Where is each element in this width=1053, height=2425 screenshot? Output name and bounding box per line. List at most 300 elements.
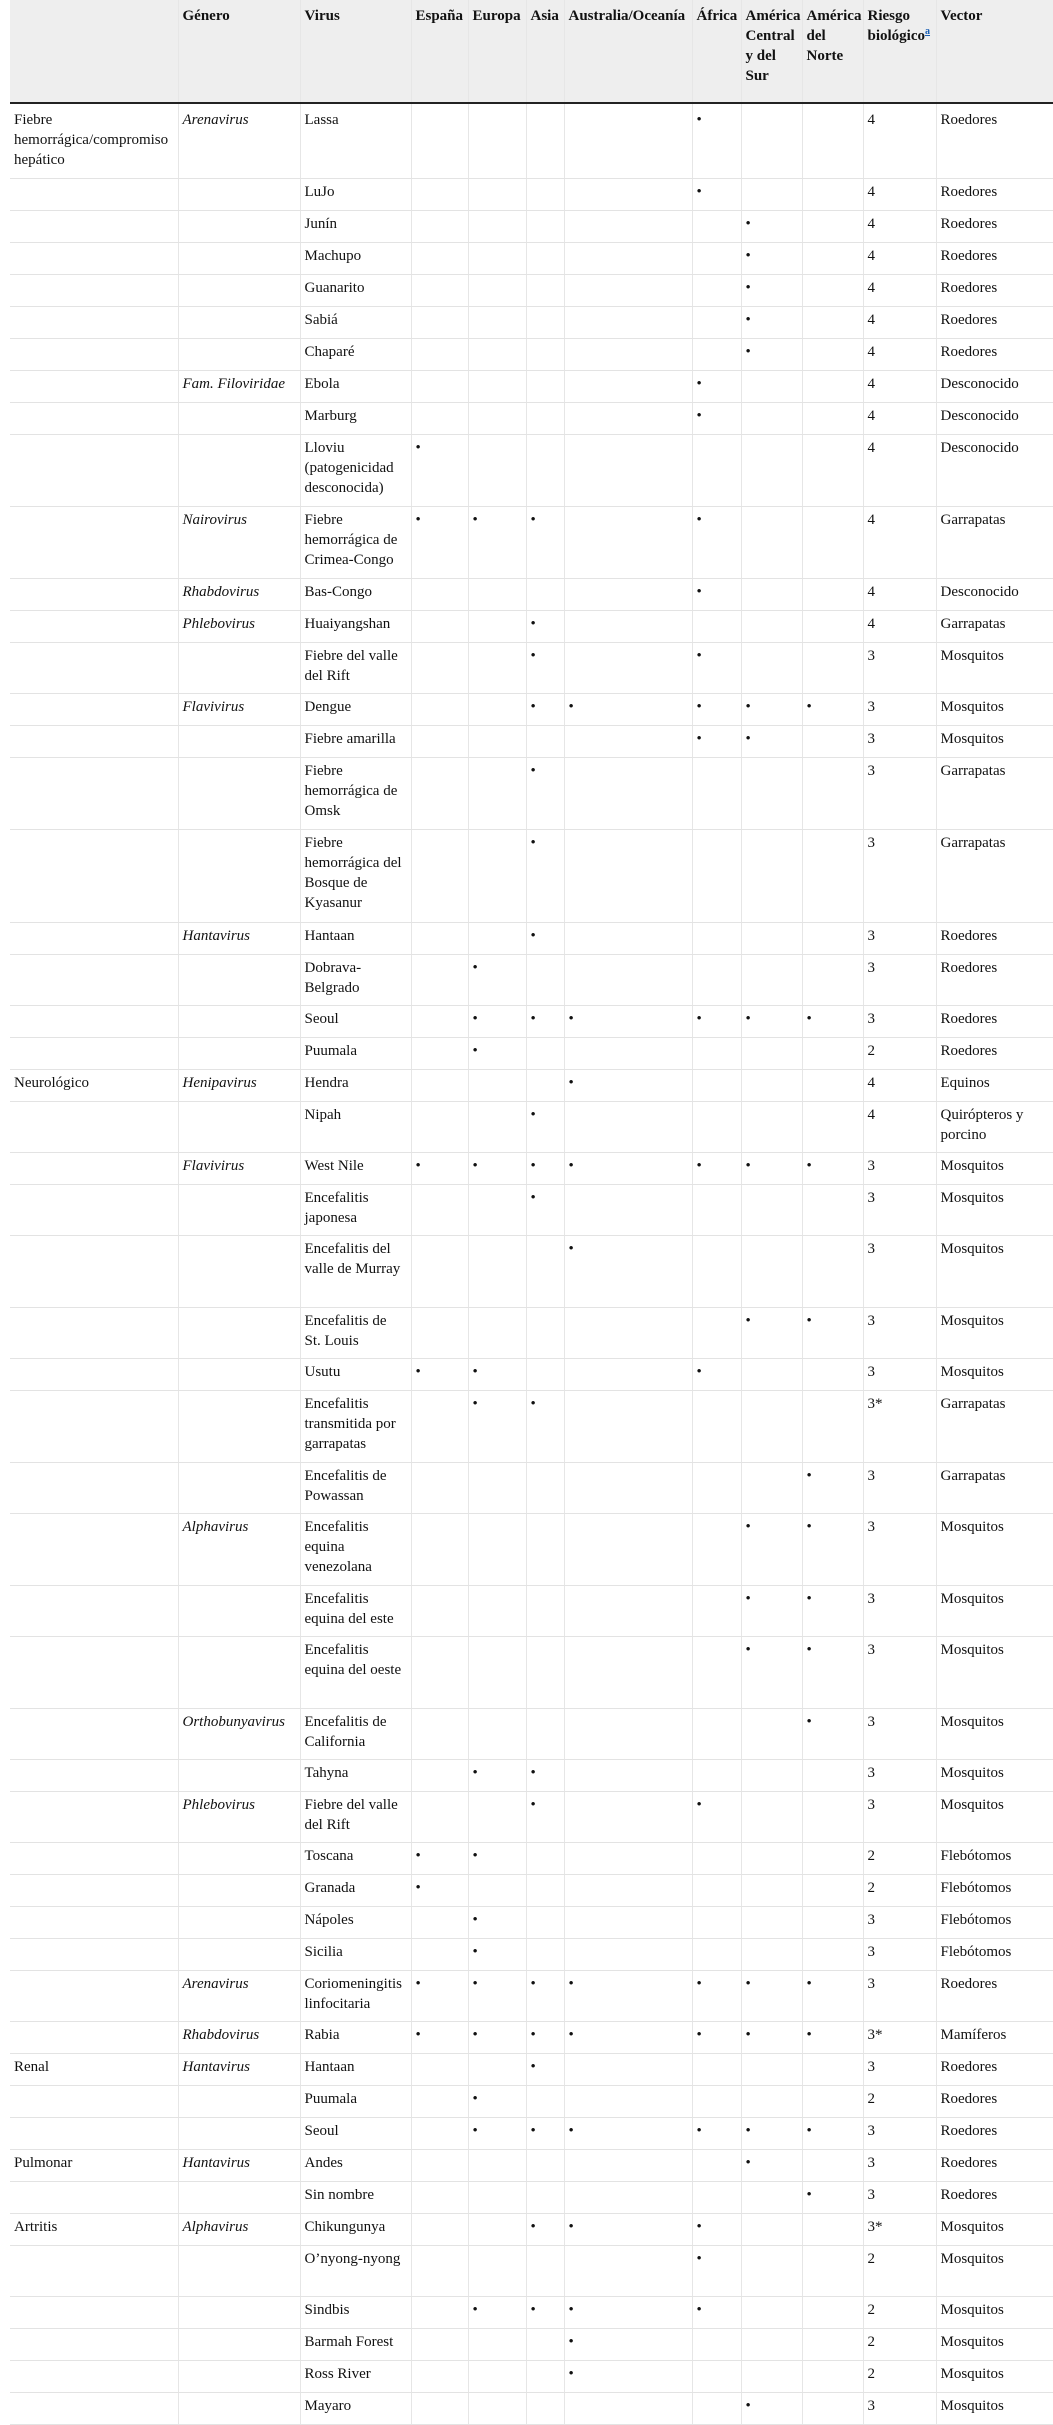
presence-bullet-icon: • xyxy=(806,1313,812,1329)
region-cell xyxy=(411,103,468,179)
region-cell xyxy=(741,1006,802,1038)
region-cell xyxy=(564,1637,692,1709)
presence-bullet-icon: • xyxy=(415,1880,421,1896)
virus-cell: Machupo xyxy=(300,243,411,275)
region-cell xyxy=(468,211,526,243)
riesgo-cell: 4 xyxy=(863,403,936,435)
genus-cell xyxy=(178,2086,300,2118)
region-cell xyxy=(468,758,526,830)
region-cell xyxy=(526,2022,564,2054)
region-cell xyxy=(564,2361,692,2393)
virus-cell: Lassa xyxy=(300,103,411,179)
region-cell xyxy=(802,1971,863,2022)
virus-cell: Encefalitis transmitida por garrapatas xyxy=(300,1391,411,1463)
genus-cell xyxy=(178,403,300,435)
riesgo-cell: 3* xyxy=(863,2214,936,2246)
table-row xyxy=(10,1359,1053,1391)
region-cell xyxy=(526,339,564,371)
region-cell xyxy=(692,275,741,307)
region-cell xyxy=(564,2022,692,2054)
region-cell xyxy=(802,1185,863,1236)
table-row xyxy=(10,2246,1053,2297)
region-cell xyxy=(468,1185,526,1236)
region-cell xyxy=(802,2361,863,2393)
region-cell xyxy=(468,1971,526,2022)
region-cell xyxy=(692,1939,741,1971)
vector-cell: Roedores xyxy=(936,1971,1053,2022)
region-cell xyxy=(741,2086,802,2118)
table-row xyxy=(10,1971,1053,2022)
syndrome-cell: Neurológico xyxy=(10,1070,178,1102)
virus-cell: Nipah xyxy=(300,1102,411,1153)
region-cell xyxy=(692,2361,741,2393)
vector-cell: Roedores xyxy=(936,2086,1053,2118)
vector-cell: Flebótomos xyxy=(936,1843,1053,1875)
virus-cell: Barmah Forest xyxy=(300,2329,411,2361)
virus-cell: Dengue xyxy=(300,694,411,726)
syndrome-cell xyxy=(10,2361,178,2393)
region-cell xyxy=(411,1709,468,1760)
table-row xyxy=(10,2393,1053,2425)
region-cell xyxy=(468,830,526,923)
table-row xyxy=(10,758,1053,830)
region-cell xyxy=(468,307,526,339)
header-riesgo-label: Riesgo biológico xyxy=(867,8,926,44)
region-cell xyxy=(411,643,468,694)
vector-cell: Mosquitos xyxy=(936,1637,1053,1709)
vector-cell: Mosquitos xyxy=(936,726,1053,758)
region-cell xyxy=(741,371,802,403)
presence-bullet-icon: • xyxy=(745,1519,751,1535)
virus-cell: Toscana xyxy=(300,1843,411,1875)
region-cell xyxy=(526,179,564,211)
region-cell xyxy=(564,435,692,507)
region-cell xyxy=(411,1514,468,1586)
presence-bullet-icon: • xyxy=(415,1976,421,1992)
riesgo-cell: 2 xyxy=(863,2361,936,2393)
region-cell xyxy=(526,1907,564,1939)
presence-bullet-icon: • xyxy=(530,2219,536,2235)
region-cell xyxy=(564,275,692,307)
region-cell xyxy=(802,1843,863,1875)
virus-cell: Nápoles xyxy=(300,1907,411,1939)
region-cell xyxy=(692,758,741,830)
riesgo-cell: 3 xyxy=(863,1006,936,1038)
presence-bullet-icon: • xyxy=(472,2123,478,2139)
region-cell xyxy=(468,1792,526,1843)
genus-cell: Arenavirus xyxy=(178,1971,300,2022)
region-cell xyxy=(526,1875,564,1907)
region-cell xyxy=(526,1939,564,1971)
region-cell xyxy=(526,2118,564,2150)
region-cell xyxy=(468,2182,526,2214)
syndrome-cell: Artritis xyxy=(10,2214,178,2246)
header-europa: Europa xyxy=(468,0,526,103)
region-cell xyxy=(802,1236,863,1308)
header-america-central-sur: América Central y del Sur xyxy=(741,0,802,103)
virus-cell: Chaparé xyxy=(300,339,411,371)
presence-bullet-icon: • xyxy=(530,763,536,779)
presence-bullet-icon: • xyxy=(472,1765,478,1781)
presence-bullet-icon: • xyxy=(806,1011,812,1027)
vector-cell: Mosquitos xyxy=(936,2361,1053,2393)
region-cell xyxy=(564,2297,692,2329)
region-cell xyxy=(564,1971,692,2022)
region-cell xyxy=(802,1792,863,1843)
vector-cell: Mosquitos xyxy=(936,694,1053,726)
virus-table xyxy=(10,0,1053,2425)
riesgo-cell: 3 xyxy=(863,2150,936,2182)
region-cell xyxy=(741,211,802,243)
virus-cell: Sindbis xyxy=(300,2297,411,2329)
riesgo-cell: 3 xyxy=(863,1236,936,1308)
virus-cell: Hendra xyxy=(300,1070,411,1102)
riesgo-cell: 2 xyxy=(863,1038,936,1070)
region-cell xyxy=(564,1006,692,1038)
region-cell xyxy=(411,2150,468,2182)
presence-bullet-icon: • xyxy=(696,2027,702,2043)
riesgo-cell: 4 xyxy=(863,179,936,211)
presence-bullet-icon: • xyxy=(806,1714,812,1730)
virus-cell: West Nile xyxy=(300,1153,411,1185)
region-cell xyxy=(526,1843,564,1875)
table-row xyxy=(10,211,1053,243)
region-cell xyxy=(468,2329,526,2361)
region-cell xyxy=(468,1006,526,1038)
presence-bullet-icon: • xyxy=(415,2027,421,2043)
region-cell xyxy=(468,2246,526,2297)
riesgo-cell: 3* xyxy=(863,2022,936,2054)
riesgo-cell: 3 xyxy=(863,1907,936,1939)
genus-cell xyxy=(178,830,300,923)
vector-cell: Roedores xyxy=(936,1038,1053,1070)
region-cell xyxy=(526,830,564,923)
region-cell xyxy=(802,758,863,830)
region-cell xyxy=(741,758,802,830)
virus-cell: Dobrava-Belgrado xyxy=(300,955,411,1006)
riesgo-cell: 4 xyxy=(863,507,936,579)
table-body xyxy=(10,103,1053,2425)
region-cell xyxy=(692,923,741,955)
region-cell xyxy=(802,1907,863,1939)
region-cell xyxy=(564,1153,692,1185)
region-cell xyxy=(741,2361,802,2393)
syndrome-cell: Fiebre hemorrágica/compromiso hepático xyxy=(10,103,178,179)
presence-bullet-icon: • xyxy=(472,2302,478,2318)
genus-cell: Fam. Filoviridae xyxy=(178,371,300,403)
vector-cell: Roedores xyxy=(936,2118,1053,2150)
region-cell xyxy=(692,726,741,758)
region-cell xyxy=(468,955,526,1006)
syndrome-cell xyxy=(10,1102,178,1153)
genus-cell xyxy=(178,339,300,371)
region-cell xyxy=(692,2150,741,2182)
syndrome-cell xyxy=(10,2297,178,2329)
vector-cell: Roedores xyxy=(936,955,1053,1006)
genus-cell xyxy=(178,1907,300,1939)
region-cell xyxy=(802,1359,863,1391)
region-cell xyxy=(526,923,564,955)
presence-bullet-icon: • xyxy=(745,1313,751,1329)
genus-cell: Phlebovirus xyxy=(178,1792,300,1843)
region-cell xyxy=(741,694,802,726)
region-cell xyxy=(526,1792,564,1843)
region-cell xyxy=(564,2150,692,2182)
syndrome-cell xyxy=(10,1006,178,1038)
region-cell xyxy=(802,2118,863,2150)
region-cell xyxy=(564,211,692,243)
table-row xyxy=(10,435,1053,507)
syndrome-cell xyxy=(10,307,178,339)
virus-cell: Ebola xyxy=(300,371,411,403)
presence-bullet-icon: • xyxy=(530,1158,536,1174)
riesgo-cell: 3 xyxy=(863,923,936,955)
region-cell xyxy=(741,2118,802,2150)
region-cell xyxy=(564,1391,692,1463)
region-cell xyxy=(411,275,468,307)
region-cell xyxy=(411,1102,468,1153)
presence-bullet-icon: • xyxy=(530,1190,536,1206)
region-cell xyxy=(526,1006,564,1038)
presence-bullet-icon: • xyxy=(530,835,536,851)
virus-cell: Guanarito xyxy=(300,275,411,307)
syndrome-cell xyxy=(10,1792,178,1843)
region-cell xyxy=(564,1038,692,1070)
region-cell xyxy=(741,2393,802,2425)
region-cell xyxy=(468,339,526,371)
genus-cell: Flavivirus xyxy=(178,694,300,726)
virus-cell: Coriomeningitis linfocitaria xyxy=(300,1971,411,2022)
riesgo-cell: 3 xyxy=(863,1308,936,1359)
table-row xyxy=(10,507,1053,579)
region-cell xyxy=(411,1070,468,1102)
presence-bullet-icon: • xyxy=(472,1011,478,1027)
table-row xyxy=(10,1939,1053,1971)
region-cell xyxy=(802,2246,863,2297)
syndrome-cell xyxy=(10,1514,178,1586)
genus-cell xyxy=(178,955,300,1006)
genus-cell: Orthobunyavirus xyxy=(178,1709,300,1760)
region-cell xyxy=(741,1070,802,1102)
region-cell xyxy=(411,1939,468,1971)
presence-bullet-icon: • xyxy=(472,1944,478,1960)
region-cell xyxy=(564,1939,692,1971)
vector-cell: Desconocido xyxy=(936,579,1053,611)
riesgo-cell: 4 xyxy=(863,339,936,371)
region-cell xyxy=(802,726,863,758)
region-cell xyxy=(468,2214,526,2246)
syndrome-cell xyxy=(10,830,178,923)
vector-cell: Garrapatas xyxy=(936,758,1053,830)
genus-cell xyxy=(178,1939,300,1971)
riesgo-cell: 4 xyxy=(863,211,936,243)
region-cell xyxy=(411,1586,468,1637)
region-cell xyxy=(526,2214,564,2246)
genus-cell xyxy=(178,1308,300,1359)
region-cell xyxy=(468,103,526,179)
presence-bullet-icon: • xyxy=(696,1976,702,1992)
region-cell xyxy=(741,1760,802,1792)
virus-cell: Andes xyxy=(300,2150,411,2182)
riesgo-cell: 3 xyxy=(863,1939,936,1971)
riesgo-cell: 3 xyxy=(863,643,936,694)
genus-cell xyxy=(178,1586,300,1637)
region-cell xyxy=(411,955,468,1006)
region-cell xyxy=(802,275,863,307)
region-cell xyxy=(411,2022,468,2054)
region-cell xyxy=(526,1586,564,1637)
presence-bullet-icon: • xyxy=(745,2155,751,2171)
presence-bullet-icon: • xyxy=(568,2027,574,2043)
region-cell xyxy=(802,307,863,339)
vector-cell: Mosquitos xyxy=(936,2214,1053,2246)
region-cell xyxy=(468,1637,526,1709)
presence-bullet-icon: • xyxy=(745,699,751,715)
header-riesgo xyxy=(863,0,936,103)
table-row xyxy=(10,1185,1053,1236)
footnote-link[interactable]: a xyxy=(925,26,931,37)
region-cell xyxy=(802,1709,863,1760)
table-row xyxy=(10,579,1053,611)
region-cell xyxy=(692,211,741,243)
region-cell xyxy=(802,643,863,694)
region-cell xyxy=(564,2393,692,2425)
vector-cell: Mosquitos xyxy=(936,2393,1053,2425)
region-cell xyxy=(564,923,692,955)
region-cell xyxy=(468,1236,526,1308)
region-cell xyxy=(564,1236,692,1308)
region-cell xyxy=(564,1709,692,1760)
presence-bullet-icon: • xyxy=(745,1591,751,1607)
region-cell xyxy=(692,2214,741,2246)
vector-cell: Mosquitos xyxy=(936,1760,1053,1792)
presence-bullet-icon: • xyxy=(568,1976,574,1992)
presence-bullet-icon: • xyxy=(745,2123,751,2139)
vector-cell: Garrapatas xyxy=(936,1463,1053,1514)
region-cell xyxy=(564,1463,692,1514)
header-espana: España xyxy=(411,0,468,103)
presence-bullet-icon: • xyxy=(415,1848,421,1864)
presence-bullet-icon: • xyxy=(530,1011,536,1027)
region-cell xyxy=(526,371,564,403)
region-cell xyxy=(692,2182,741,2214)
presence-bullet-icon: • xyxy=(415,1158,421,1174)
region-cell xyxy=(564,403,692,435)
header-syndrome xyxy=(10,0,178,103)
syndrome-cell xyxy=(10,1391,178,1463)
header-asia: Asia xyxy=(526,0,564,103)
region-cell xyxy=(411,2297,468,2329)
region-cell xyxy=(692,2297,741,2329)
presence-bullet-icon: • xyxy=(806,2187,812,2203)
presence-bullet-icon: • xyxy=(696,1797,702,1813)
region-cell xyxy=(741,1359,802,1391)
virus-cell: Bas-Congo xyxy=(300,579,411,611)
region-cell xyxy=(741,1971,802,2022)
region-cell xyxy=(468,726,526,758)
region-cell xyxy=(526,1070,564,1102)
virus-cell: Seoul xyxy=(300,1006,411,1038)
region-cell xyxy=(692,2246,741,2297)
region-cell xyxy=(468,2297,526,2329)
virus-cell: Hantaan xyxy=(300,923,411,955)
region-cell xyxy=(564,579,692,611)
syndrome-cell xyxy=(10,435,178,507)
region-cell xyxy=(741,403,802,435)
region-cell xyxy=(411,1308,468,1359)
region-cell xyxy=(526,2086,564,2118)
genus-cell xyxy=(178,2297,300,2329)
presence-bullet-icon: • xyxy=(530,1797,536,1813)
region-cell xyxy=(526,1185,564,1236)
presence-bullet-icon: • xyxy=(472,1043,478,1059)
region-cell xyxy=(468,275,526,307)
genus-cell xyxy=(178,211,300,243)
region-cell xyxy=(564,1070,692,1102)
table-row xyxy=(10,2118,1053,2150)
vector-cell: Mamíferos xyxy=(936,2022,1053,2054)
table-row xyxy=(10,2086,1053,2118)
region-cell xyxy=(564,726,692,758)
region-cell xyxy=(692,2118,741,2150)
vector-cell: Roedores xyxy=(936,307,1053,339)
region-cell xyxy=(411,307,468,339)
genus-cell: Hantavirus xyxy=(178,923,300,955)
region-cell xyxy=(741,643,802,694)
presence-bullet-icon: • xyxy=(530,1976,536,1992)
region-cell xyxy=(411,611,468,643)
region-cell xyxy=(411,1637,468,1709)
riesgo-cell: 3 xyxy=(863,2393,936,2425)
presence-bullet-icon: • xyxy=(696,112,702,128)
region-cell xyxy=(741,2246,802,2297)
genus-cell: Henipavirus xyxy=(178,1070,300,1102)
table-row xyxy=(10,2022,1053,2054)
region-cell xyxy=(692,611,741,643)
virus-cell: Sicilia xyxy=(300,1939,411,1971)
region-cell xyxy=(802,2182,863,2214)
presence-bullet-icon: • xyxy=(472,1364,478,1380)
region-cell xyxy=(741,1185,802,1236)
virus-cell: Sabiá xyxy=(300,307,411,339)
region-cell xyxy=(692,579,741,611)
region-cell xyxy=(411,2393,468,2425)
region-cell xyxy=(692,2022,741,2054)
region-cell xyxy=(692,643,741,694)
syndrome-cell: Renal xyxy=(10,2054,178,2086)
region-cell xyxy=(411,1391,468,1463)
region-cell xyxy=(526,435,564,507)
region-cell xyxy=(692,435,741,507)
region-cell xyxy=(802,611,863,643)
region-cell xyxy=(411,1843,468,1875)
genus-cell xyxy=(178,243,300,275)
region-cell xyxy=(802,507,863,579)
syndrome-cell xyxy=(10,1308,178,1359)
region-cell xyxy=(468,2150,526,2182)
region-cell xyxy=(741,955,802,1006)
virus-cell: Fiebre hemorrágica de Omsk xyxy=(300,758,411,830)
presence-bullet-icon: • xyxy=(745,248,751,264)
region-cell xyxy=(802,1463,863,1514)
vector-cell: Flebótomos xyxy=(936,1875,1053,1907)
region-cell xyxy=(468,2118,526,2150)
region-cell xyxy=(411,2054,468,2086)
region-cell xyxy=(468,1709,526,1760)
syndrome-cell xyxy=(10,579,178,611)
presence-bullet-icon: • xyxy=(696,2302,702,2318)
region-cell xyxy=(468,1391,526,1463)
